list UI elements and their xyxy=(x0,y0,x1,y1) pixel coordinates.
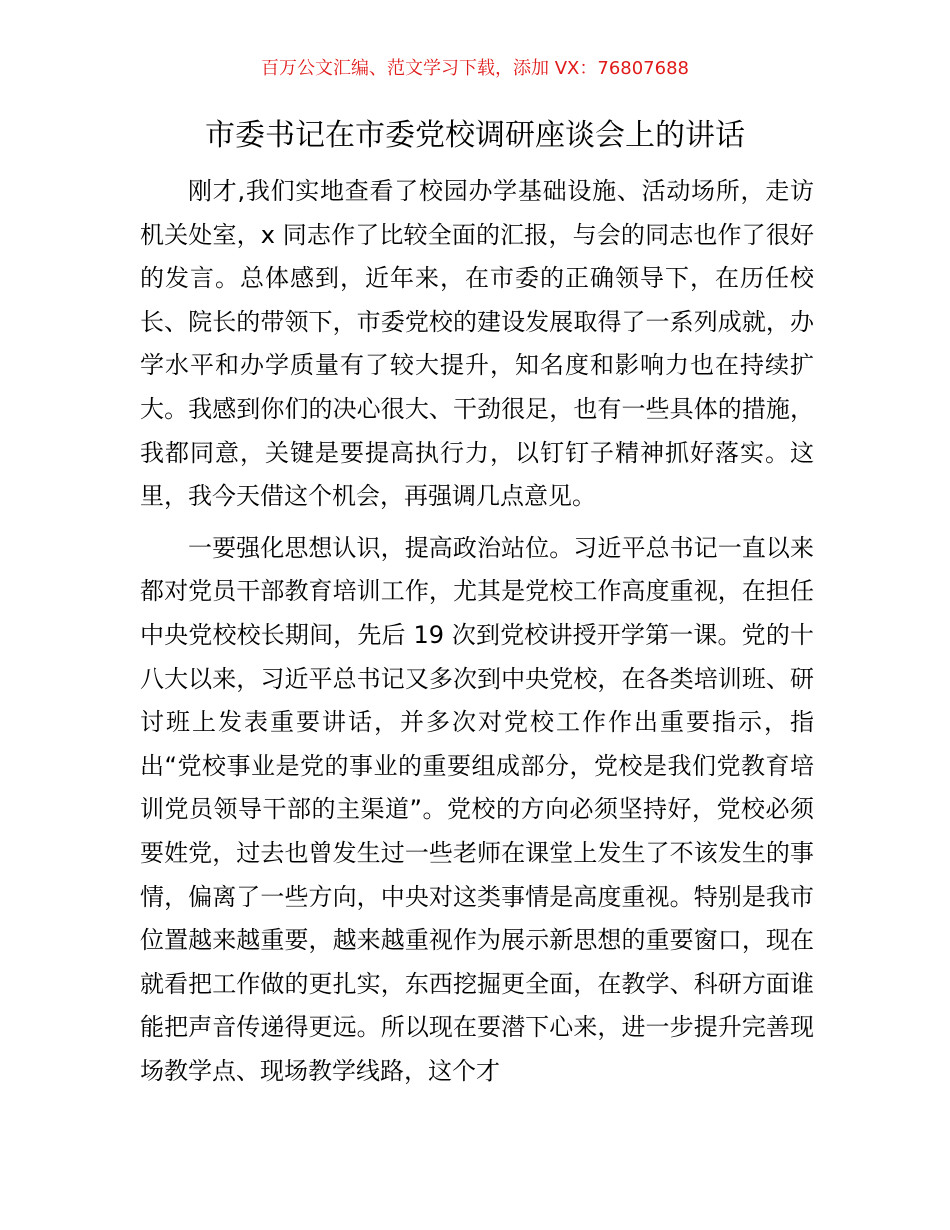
paragraph-2: 一要强化思想认识，提高政治站位。习近平总书记一直以来都对党员干部教育培训工作，尤其是党校工作高度重视，在担任中央党校校长期间，先后 19 次到党校讲授开学第一课。党的十八大以来，习近平总书记又多次到中央党校，在各类培训班、研讨班上发表重要讲话，并多次对党校工作作出重要指示，指出“党校事业是党的事业的重要组成部分，党校是我们党教育培训党员领导干部的主渠道”。党校的方向必须坚持好，党校必须要姓党，过去也曾发生过一些老师在课堂上发生了不该发生的事情，偏离了一些方向，中央对这类事情是高度重视。特别是我市位置越来越重要，越来越重视作为展示新思想的重要窗口，现在就看把工作做的更扎实，东西挖掘更全面，在教学、科研方面谁能把声音传递得更远。所以现在要潜下心来，进一步提升完善现场教学点、现场教学线路，这个才 xyxy=(140,533,814,1085)
document-body xyxy=(140,170,814,1093)
document-title: 市委书记在市委党校调研座谈会上的讲话 xyxy=(205,118,745,153)
paragraph-1: 刚才,我们实地查看了校园办学基础设施、活动场所，走访机关处室，x 同志作了比较全面的汇报，与会的同志也作了很好的发言。总体感到，近年来，在市委的正确领导下，在历任校长、院长的带领下，市委党校的建设发展取得了一系列成就，办学水平和办学质量有了较大提升，知名度和影响力也在持续扩大。我感到你们的决心很大、干劲很足，也有一些具体的措施，我都同意，关键是要提高执行力，以钉钉子精神抓好落实。这里，我今天借这个机会，再强调几点意见。 xyxy=(140,177,814,511)
header-note: 百万公文汇编、范文学习下载，添加 VX：76807688 xyxy=(261,58,689,79)
